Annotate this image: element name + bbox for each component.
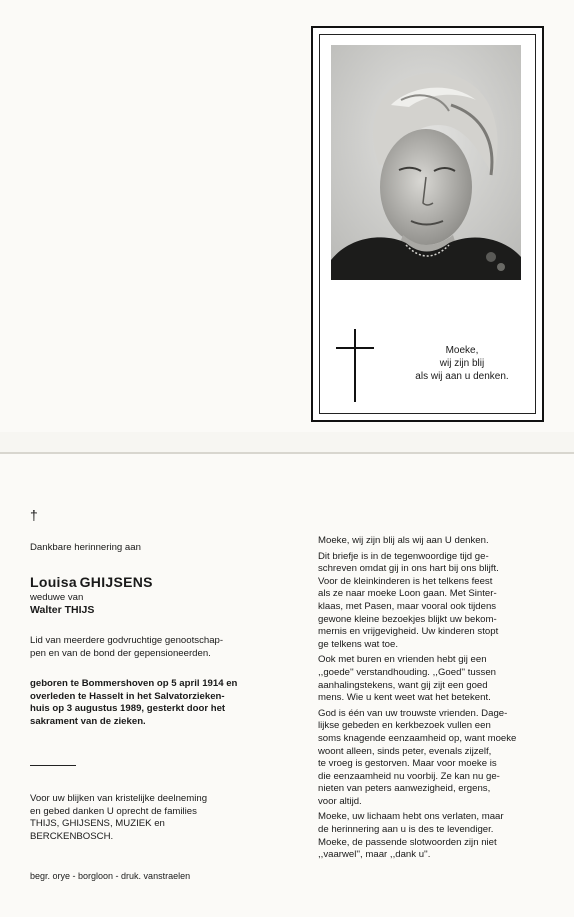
cross-icon-vertical bbox=[354, 329, 356, 402]
text-line: mens. Wie u kent weet wat het betekent. bbox=[318, 692, 491, 704]
text-line: Dit briefje is in de tegenwoordige tijd ge- bbox=[318, 550, 489, 562]
birth-death-text bbox=[30, 678, 256, 728]
text-line: ge telkens wat toe. bbox=[318, 638, 398, 650]
paragraph bbox=[318, 551, 546, 652]
membership-text bbox=[30, 635, 256, 660]
text-line: Moeke, wij zijn blij als wij aan U denken. bbox=[318, 535, 489, 546]
cross-icon-horizontal bbox=[336, 347, 374, 349]
text-line: schreven omdat gij in ons hart bij ons blijft. bbox=[318, 563, 499, 575]
intro-text: Dankbare herinnering aan bbox=[30, 542, 141, 553]
text-line: ,,goede'' verstandhouding. ,,Goed'' tussen bbox=[318, 666, 497, 678]
deceased-name bbox=[30, 574, 153, 593]
portrait-photo-image bbox=[331, 45, 521, 280]
text-line: sakrament van de zieken. bbox=[30, 715, 146, 727]
text-line: ,,vaarwel'', maar ,,dank u''. bbox=[318, 849, 431, 861]
tribute-text bbox=[318, 535, 546, 862]
thanks-text bbox=[30, 793, 256, 843]
spouse-name bbox=[30, 604, 94, 617]
cross-icon: † bbox=[30, 507, 38, 523]
printer-footer: begr. orye - borgloon - druk. vanstraelen bbox=[30, 871, 191, 881]
divider bbox=[30, 765, 76, 766]
text-line: God is één van uw trouwste vrienden. Dage- bbox=[318, 707, 508, 719]
text-line: soms knagende eenzaamheid op, want moeke bbox=[318, 732, 517, 744]
poem-line: als wij aan u denken. bbox=[415, 371, 509, 382]
paragraph bbox=[318, 535, 546, 548]
relation-text: weduwe van bbox=[30, 592, 84, 603]
text-line: mernis en vrijgevigheid. Uw kinderen stopt bbox=[318, 626, 499, 638]
last-name: GHIJSENS bbox=[79, 574, 153, 590]
text-line: woont alleen, sinds peter, evenals zijzelf, bbox=[318, 745, 492, 757]
text-line: overleden te Hasselt in het Salvatorzieken- bbox=[30, 690, 225, 702]
text-line: BERCKENBOSCH. bbox=[30, 830, 114, 842]
text-line: THIJS, GHIJSENS, MUZIEK en bbox=[30, 818, 165, 830]
text-line: Ook met buren en vrienden hebt gij een bbox=[318, 654, 487, 666]
text-line: te vroeg is gestorven. Maar voor moeke is bbox=[318, 758, 497, 770]
text-line: gewone kleine bezoekjes blijkt uw bekom- bbox=[318, 613, 497, 625]
paragraph bbox=[318, 708, 546, 809]
first-name: Louisa bbox=[30, 574, 77, 590]
spouse-last-name: THIJS bbox=[64, 604, 95, 616]
text-line: huis op 3 augustus 1989, gesterkt door het bbox=[30, 703, 226, 715]
text-line: pen en van de bond der gepensioneerden. bbox=[30, 647, 211, 659]
portrait-photo bbox=[331, 45, 521, 280]
paragraph bbox=[318, 811, 546, 861]
text-line: Lid van meerdere godvruchtige genootschap- bbox=[30, 635, 224, 646]
text-line: Moeke, de passende slotwoorden zijn niet bbox=[318, 836, 497, 848]
poem-line: Moeke, bbox=[445, 345, 479, 356]
text-line: lijkse gebeden en kerkbezoek vullen een bbox=[318, 720, 491, 732]
text-line: nieten van peters aanwezigheid, ergens, bbox=[318, 783, 491, 795]
text-line: Voor uw blijken van kristelijke deelneming bbox=[30, 793, 208, 804]
poem-line: wij zijn blij bbox=[439, 358, 485, 369]
text-line: de herinnering aan u is des te levendiger. bbox=[318, 824, 494, 836]
text-line: geboren te Bommershoven op 5 april 1914 en bbox=[30, 678, 238, 689]
text-line: als ze naar moeke Loon gaan. Met Sinter- bbox=[318, 588, 497, 600]
text-line: aanhalingstekens, want gij zijt een goed bbox=[318, 679, 488, 691]
text-line: Moeke, uw lichaam hebt ons verlaten, maar bbox=[318, 811, 504, 823]
memorial-poem bbox=[392, 344, 532, 383]
paragraph bbox=[318, 654, 546, 704]
text-line: die eenzaamheid nu voorbij. Ze kan nu ge- bbox=[318, 770, 500, 782]
text-line: voor altijd. bbox=[318, 795, 362, 807]
text-line: Voor de kleinkinderen is het telkens feest bbox=[318, 575, 493, 587]
text-line: klaas, met Pasen, maar vooral ook tijdens bbox=[318, 600, 497, 612]
spouse-first-name: Walter bbox=[30, 604, 62, 616]
text-line: en gebed danken U oprecht de families bbox=[30, 805, 197, 817]
